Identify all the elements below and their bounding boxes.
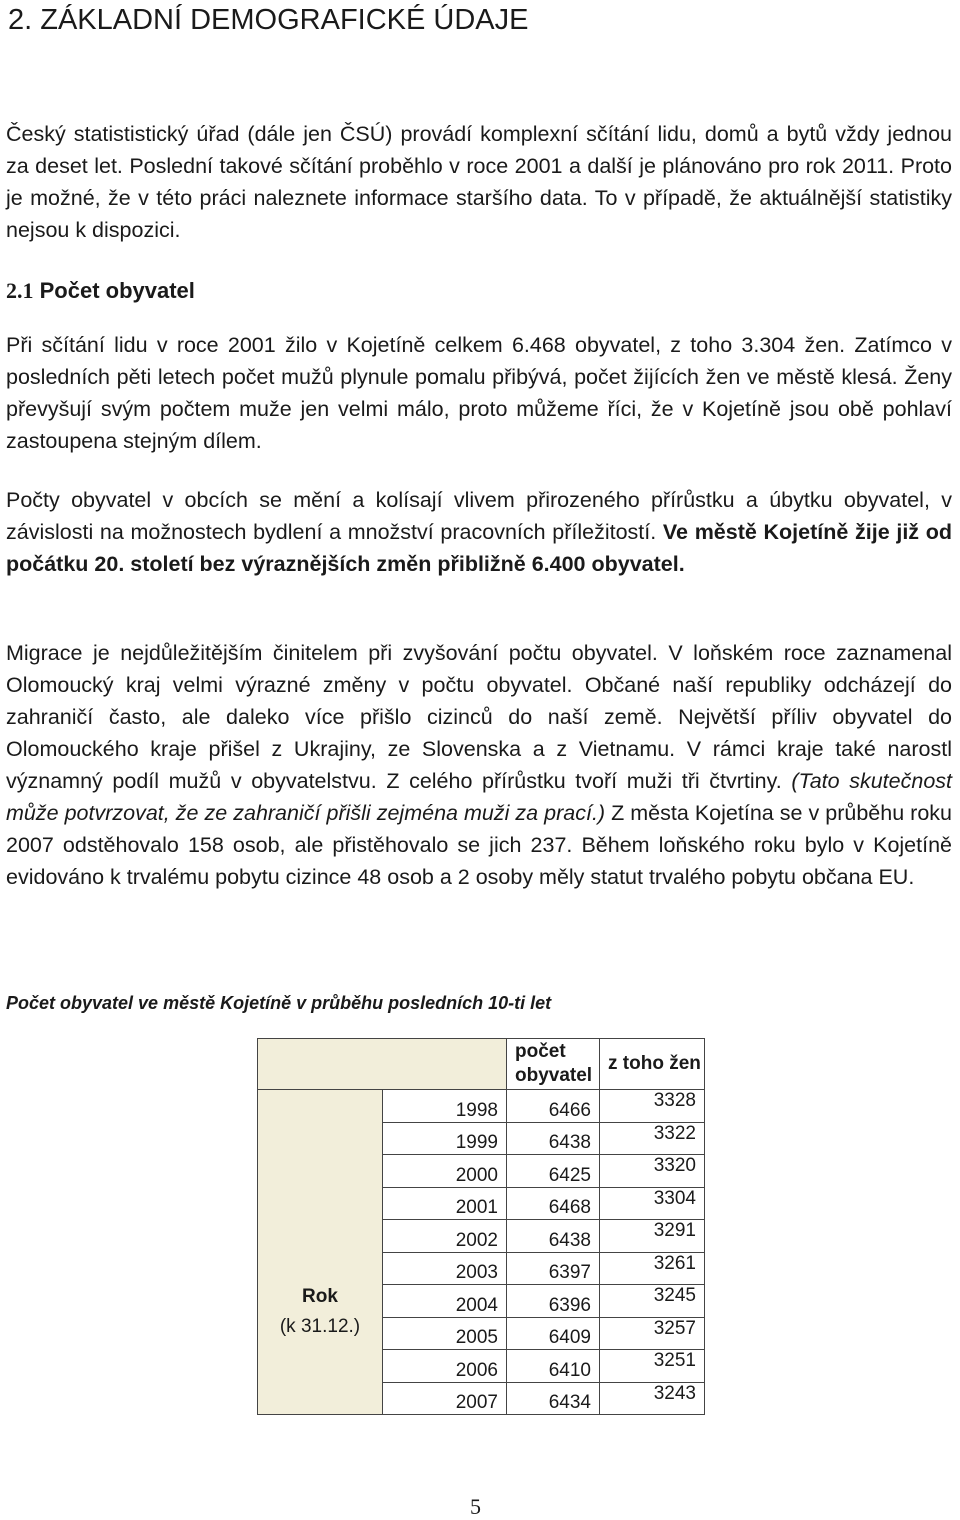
women-cell: 3261 <box>600 1252 705 1285</box>
section-number: 2.1 <box>6 278 34 303</box>
year-cell: 1999 <box>383 1122 507 1155</box>
table-header-empty <box>258 1039 507 1090</box>
year-cell: 2007 <box>383 1382 507 1415</box>
paragraph-migration-text-1: Migrace je nejdůležitějším činitelem při zvyšování počtu obyvatel. V loňském roce zaznamenal Olomoucký kraj velmi výrazné změny v počtu obyvatel. Občané naší republiky odcházejí do zahraničí často, ale daleko více přišlo cizinců do naší země. Největší příliv obyvatel do Olomouckého kraje přišel z Ukrajiny, ze Slovenska a z Vietnamu. V rámci kraje také narostl významný podíl mužů v obyvatelstvu. Z celého přírůstku tvoří muži tři čtvrtiny. <box>6 641 952 793</box>
year-cell: 2004 <box>383 1285 507 1318</box>
population-cell: 6396 <box>507 1285 600 1318</box>
population-cell: 6425 <box>507 1155 600 1188</box>
women-cell: 3291 <box>600 1220 705 1253</box>
year-label: Rok <box>302 1286 338 1307</box>
population-cell: 6410 <box>507 1350 600 1383</box>
paragraph-population-2001: Při sčítání lidu v roce 2001 žilo v Kojetíně celkem 6.468 obyvatel, z toho 3.304 žen. Zatímco v posledních pěti letech počet mužů plynule pomalu přibývá, počet žijících žen ve městě klesá. Ženy převyšují svým počtem muže jen velmi málo, proto můžeme říci, že v Kojetíně jsou obě pohlaví zastoupena stejným dílem. <box>6 333 952 453</box>
paragraph-migration-italic: (Tato skutečnost může potvrzovat, že ze zahraničí přišli zejména muži za prací.) <box>6 769 952 825</box>
women-cell: 3257 <box>600 1317 705 1350</box>
population-cell: 6409 <box>507 1317 600 1350</box>
header-women: z toho žen <box>600 1039 705 1090</box>
table-caption: Počet obyvatel ve městě Kojetíně v průběhu posledních 10-ti let <box>6 993 552 1013</box>
paragraph-population-changes <box>6 484 952 580</box>
women-cell: 3322 <box>600 1122 705 1155</box>
year-cell: 2000 <box>383 1155 507 1188</box>
year-cell: 2006 <box>383 1350 507 1383</box>
header-population: počet obyvatel <box>507 1039 600 1090</box>
women-cell: 3320 <box>600 1155 705 1188</box>
year-cell: 2005 <box>383 1317 507 1350</box>
section-title: Počet obyvatel <box>39 278 195 303</box>
year-cell: 2001 <box>383 1187 507 1220</box>
table-header-row <box>258 1039 705 1090</box>
women-cell: 3245 <box>600 1285 705 1318</box>
table-row <box>258 1090 705 1123</box>
population-cell: 6434 <box>507 1382 600 1415</box>
section-heading <box>6 276 195 306</box>
population-table <box>257 1038 705 1415</box>
paragraph-population-changes-text: Počty obyvatel v obcích se mění a kolísají vlivem přirozeného přírůstku a úbytku obyvatel, v závislosti na možnostech bydlení a množství pracovních příležitostí. <box>6 488 952 544</box>
year-cell: 2002 <box>383 1220 507 1253</box>
year-cell: 2003 <box>383 1252 507 1285</box>
intro-paragraph: Český statististický úřad (dále jen ČSÚ) provádí komplexní sčítání lidu, domů a bytů vždy jednou za deset let. Poslední takové sčítání proběhlo v roce 2001 a další je plánováno pro rok 2011. Proto je možné, že v této práci naleznete informace staršího data. To v případě, že aktuálnější statistiky nejsou k dispozici. <box>6 122 952 242</box>
women-cell: 3243 <box>600 1382 705 1415</box>
year-label-cell <box>258 1090 383 1415</box>
population-cell: 6397 <box>507 1252 600 1285</box>
women-cell: 3251 <box>600 1350 705 1383</box>
women-cell: 3304 <box>600 1187 705 1220</box>
population-cell: 6466 <box>507 1090 600 1123</box>
population-cell: 6438 <box>507 1122 600 1155</box>
year-cell: 1998 <box>383 1090 507 1123</box>
women-cell: 3328 <box>600 1090 705 1123</box>
population-cell: 6468 <box>507 1187 600 1220</box>
chapter-heading: 2. ZÁKLADNÍ DEMOGRAFICKÉ ÚDAJE <box>8 4 529 36</box>
paragraph-migration-text-2: Z města Kojetína se v průběhu roku 2007 odstěhovalo 158 osob, ale přistěhovalo se jich 237. Během loňského roku bylo v Kojetíně evidováno k trvalému pobytu cizince 48 osob a 2 osoby měly statut trvalého pobytu občana EU. <box>6 801 953 889</box>
population-cell: 6438 <box>507 1220 600 1253</box>
year-label-sub: (k 31.12.) <box>279 1316 361 1337</box>
paragraph-migration <box>6 637 952 893</box>
paragraph-population-changes-bold: Ve městě Kojetíně žije již od počátku 20. století bez výraznějších změn přibližně 6.400 obyvatel. <box>6 520 952 576</box>
page-number: 5 <box>470 1494 481 1519</box>
